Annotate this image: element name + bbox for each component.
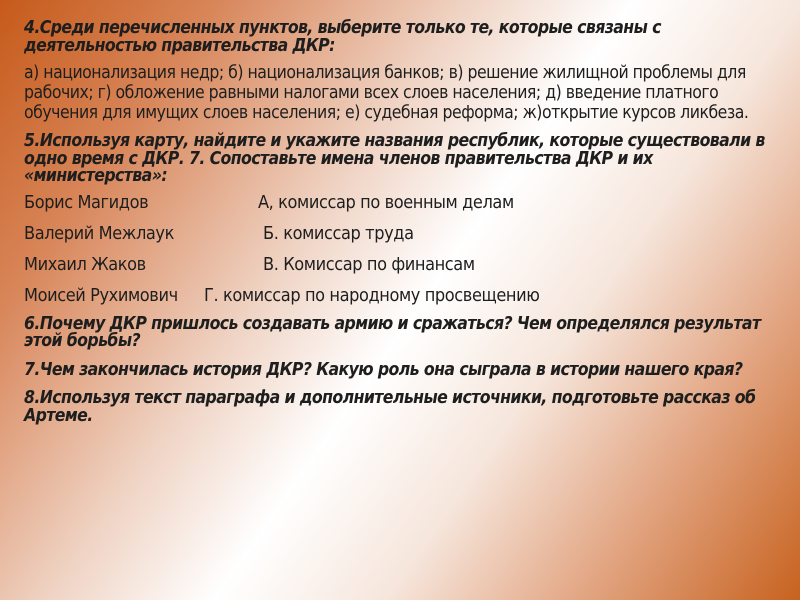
question-6: 6.Почему ДКР пришлось создавать армию и сражаться? Чем определялся результат этой борьбы?	[24, 313, 761, 351]
question-7: 7.Чем закончилась история ДКР? Какую роль она сыграла в истории нашего края?	[24, 359, 743, 380]
question-4-options: а) национализация недр; б) национализация банков; в) решение жилищной проблемы для рабочих; г) обложение равными налогами всех слоев населения; д) введение платного обучения для имущих слоев населения; е) судебная реформа; ж)открытие курсов ликбеза.	[24, 63, 749, 123]
member-name: Валерий Межлаук	[24, 222, 174, 244]
member-role: Б. комиссар труда	[263, 222, 414, 244]
matching-row-2	[24, 223, 776, 245]
question-4: 4.Среди перечисленных пунктов, выберите только те, которые связаны с деятельностью правительства ДКР:	[24, 18, 661, 56]
slide-content	[24, 20, 776, 425]
matching-row-3	[24, 254, 776, 276]
member-role: Г. комиссар по народному просвещению	[204, 284, 540, 306]
matching-row-1	[24, 192, 776, 214]
member-name: Моисей Рухимович	[24, 284, 178, 306]
member-name: Михаил Жаков	[24, 253, 146, 275]
question-5-and-7: 5.Используя карту, найдите и укажите названия республик, которые существовали в одно время с ДКР. 7. Сопоставьте имена членов правительства ДКР и их «министерства»:	[24, 131, 765, 186]
matching-row-4	[24, 285, 776, 307]
member-name: Борис Магидов	[24, 191, 149, 213]
member-role: В. Комиссар по финансам	[263, 253, 475, 275]
member-role: А, комиссар по военным делам	[258, 191, 514, 213]
question-8: 8.Используя текст параграфа и дополнительные источники, подготовьте рассказ об Артеме.	[24, 388, 756, 426]
